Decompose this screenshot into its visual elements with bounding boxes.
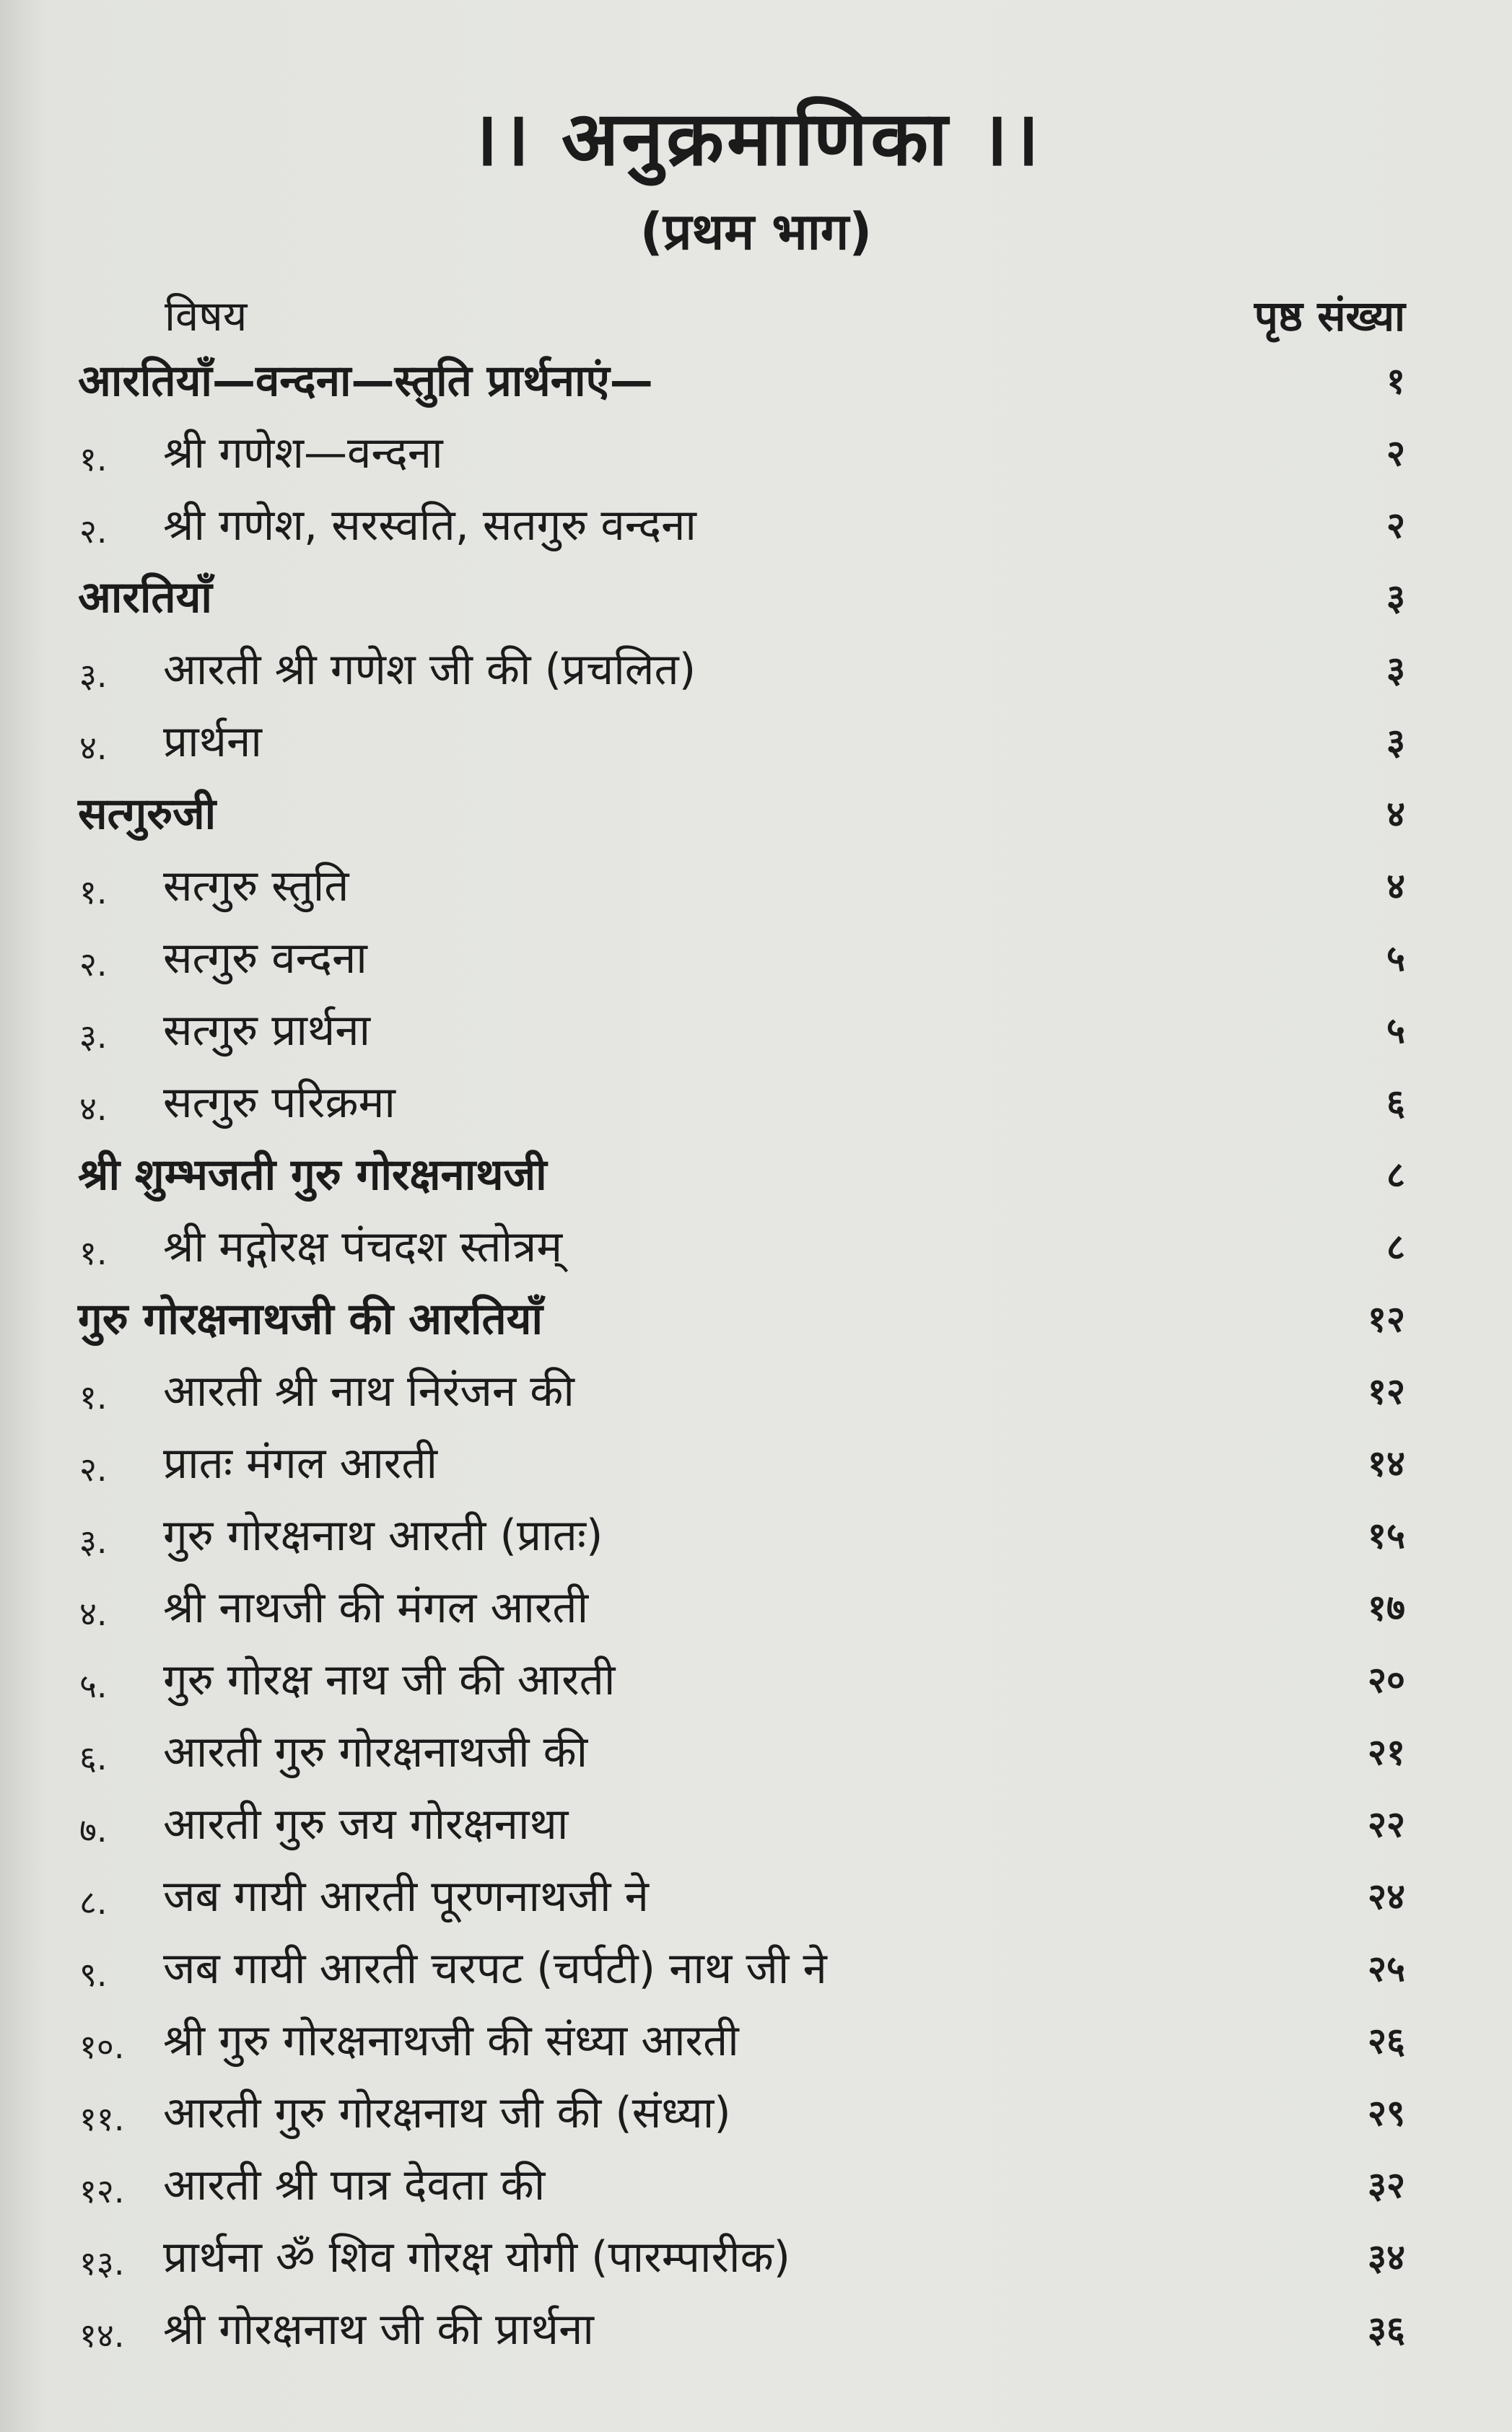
page-number: २ — [1386, 432, 1405, 474]
entry-number: १. — [79, 1233, 108, 1272]
toc-item-row — [0, 994, 1512, 1067]
entry-number: १२. — [79, 2171, 125, 2210]
page-number: ३२ — [1368, 2164, 1405, 2206]
toc-item-row — [0, 1716, 1512, 1788]
toc-item-row — [0, 417, 1512, 489]
toc-item-row — [0, 2005, 1512, 2077]
toc-item-row — [0, 1860, 1512, 1933]
entry-number: १. — [79, 439, 108, 478]
page-number: ३ — [1386, 721, 1405, 763]
entry-number: ३. — [79, 656, 108, 695]
section-heading: गुरु गोरक्षनाथजी की आरतियाँ — [78, 1294, 543, 1344]
toc-item-row — [0, 1644, 1512, 1716]
page-number: ३ — [1386, 649, 1405, 691]
entry-title: श्री गुरु गोरक्षनाथजी की संध्या आरती — [163, 2016, 739, 2066]
toc-item-row — [0, 2293, 1512, 2366]
section-heading: सत्गुरुजी — [78, 789, 217, 839]
entry-title: सत्गुरु परिक्रमा — [163, 1077, 396, 1128]
toc-item-row — [0, 1211, 1512, 1283]
entry-title: प्रार्थना ॐ शिव गोरक्ष योगी (पारम्पारीक) — [163, 2232, 791, 2283]
entry-title: श्री नाथजी की मंगल आरती — [163, 1583, 589, 1633]
toc-item-row — [0, 1572, 1512, 1644]
entry-number: ४. — [79, 728, 108, 767]
entry-title: प्रार्थना — [163, 717, 262, 767]
entry-title: जब गायी आरती चरपट (चर्पटी) नाथ जी ने — [163, 1943, 827, 1994]
entry-title: आरती गुरु जय गोरक्षनाथा — [163, 1799, 569, 1850]
page-number: ६ — [1386, 1082, 1405, 1124]
page-number: २२ — [1368, 1803, 1405, 1845]
page-number: २४ — [1368, 1876, 1405, 1917]
page-number: १७ — [1368, 1587, 1405, 1629]
toc-item-row — [0, 706, 1512, 778]
entry-title: आरती गुरु गोरक्षनाथ जी की (संध्या) — [163, 2088, 731, 2138]
entry-title: गुरु गोरक्षनाथ आरती (प्रातः) — [163, 1510, 603, 1561]
toc-item-row — [0, 1355, 1512, 1427]
entry-number: १३. — [79, 2244, 125, 2283]
toc-item-row — [0, 2221, 1512, 2293]
page-number: ३६ — [1368, 2309, 1405, 2350]
entry-title: सत्गुरु वन्दना — [163, 933, 367, 984]
page-number: १२ — [1368, 1298, 1405, 1340]
entry-number: ९. — [79, 1955, 108, 1994]
toc-item-row — [0, 634, 1512, 706]
page-number: २९ — [1368, 2092, 1405, 2134]
page-number: २० — [1368, 1659, 1405, 1701]
toc-item-row — [0, 1067, 1512, 1139]
page-number: २१ — [1368, 1731, 1405, 1773]
page-number: ४ — [1386, 865, 1405, 907]
entry-number: ३. — [79, 1017, 108, 1056]
entry-number: ६. — [79, 1738, 108, 1777]
toc-item-row — [0, 2077, 1512, 2149]
entry-number: २. — [79, 512, 108, 551]
entry-title: श्री गोरक्षनाथ जी की प्रार्थना — [163, 2304, 594, 2355]
page-number: १५ — [1368, 1515, 1405, 1557]
entry-title: सत्गुरु प्रार्थना — [163, 1005, 371, 1056]
entry-number: ५. — [79, 1666, 108, 1705]
page-number: १ — [1386, 360, 1405, 402]
toc-item-row — [0, 1500, 1512, 1572]
toc-section-row — [0, 561, 1512, 634]
toc-item-row — [0, 1933, 1512, 2005]
entry-number: ७. — [79, 1811, 108, 1850]
entry-number: ४. — [79, 1089, 108, 1128]
entry-number: ४. — [79, 1594, 108, 1633]
entry-number: ११. — [79, 2099, 125, 2138]
entry-number: २. — [79, 945, 108, 984]
subject-column-header: विषय — [165, 292, 248, 341]
toc-section-row — [0, 778, 1512, 850]
page-number: ५ — [1386, 1010, 1405, 1051]
toc-section-row — [0, 1283, 1512, 1355]
toc-item-row — [0, 2149, 1512, 2221]
page-number: ३ — [1386, 577, 1405, 618]
entry-number: १४. — [79, 2316, 125, 2355]
toc-item-row — [0, 922, 1512, 994]
page-subtitle: (प्रथम भाग) — [639, 202, 873, 261]
page-number: १२ — [1368, 1370, 1405, 1412]
entry-title: श्री मद्गोरक्ष पंचदश स्तोत्रम् — [163, 1222, 563, 1272]
table-of-contents — [0, 345, 1512, 2366]
section-heading: आरतियाँ—वन्दना—स्तुति प्रार्थनाएं— — [78, 356, 653, 406]
page-number: ८ — [1386, 1226, 1405, 1268]
entry-number: ८. — [79, 1883, 108, 1922]
entry-number: २. — [79, 1450, 108, 1489]
toc-item-row — [0, 489, 1512, 561]
entry-title: आरती श्री पात्र देवता की — [163, 2160, 546, 2210]
entry-number: १. — [79, 1378, 108, 1417]
page-number: ८ — [1386, 1154, 1405, 1196]
entry-title: श्री गणेश—वन्दना — [163, 428, 443, 478]
page-title: ।। अनुक्रमाणिका ।। — [469, 95, 1043, 183]
entry-title: प्रातः मंगल आरती — [163, 1438, 438, 1489]
entry-number: १०. — [79, 2027, 125, 2066]
page-number: १४ — [1368, 1443, 1405, 1484]
page-column-header: पृष्ठ संख्या — [1254, 292, 1405, 341]
toc-item-row — [0, 1427, 1512, 1500]
toc-item-row — [0, 1788, 1512, 1860]
section-heading: आरतियाँ — [78, 572, 212, 623]
entry-title: गुरु गोरक्ष नाथ जी की आरती — [163, 1655, 616, 1705]
entry-title: आरती श्री गणेश जी की (प्रचलित) — [163, 644, 696, 695]
page-number: २५ — [1368, 1948, 1405, 1990]
entry-title: आरती श्री नाथ निरंजन की — [163, 1366, 574, 1417]
page-number: २ — [1386, 504, 1405, 546]
entry-number: १. — [79, 872, 108, 911]
toc-section-row — [0, 345, 1512, 417]
entry-title: सत्गुरु स्तुति — [163, 861, 349, 911]
page-number: ४ — [1386, 793, 1405, 835]
entry-number: ३. — [79, 1522, 108, 1561]
toc-item-row — [0, 850, 1512, 922]
section-heading: श्री शुम्भजती गुरु गोरक्षनाथजी — [78, 1150, 547, 1200]
page-number: २६ — [1368, 2020, 1405, 2062]
toc-section-row — [0, 1139, 1512, 1211]
entry-title: आरती गुरु गोरक्षनाथजी की — [163, 1727, 588, 1777]
entry-title: जब गायी आरती पूरणनाथजी ने — [163, 1871, 649, 1922]
page-number: ५ — [1386, 937, 1405, 979]
entry-title: श्री गणेश, सरस्वति, सतगुरु वन्दना — [163, 500, 696, 551]
page-number: ३४ — [1368, 2236, 1405, 2278]
